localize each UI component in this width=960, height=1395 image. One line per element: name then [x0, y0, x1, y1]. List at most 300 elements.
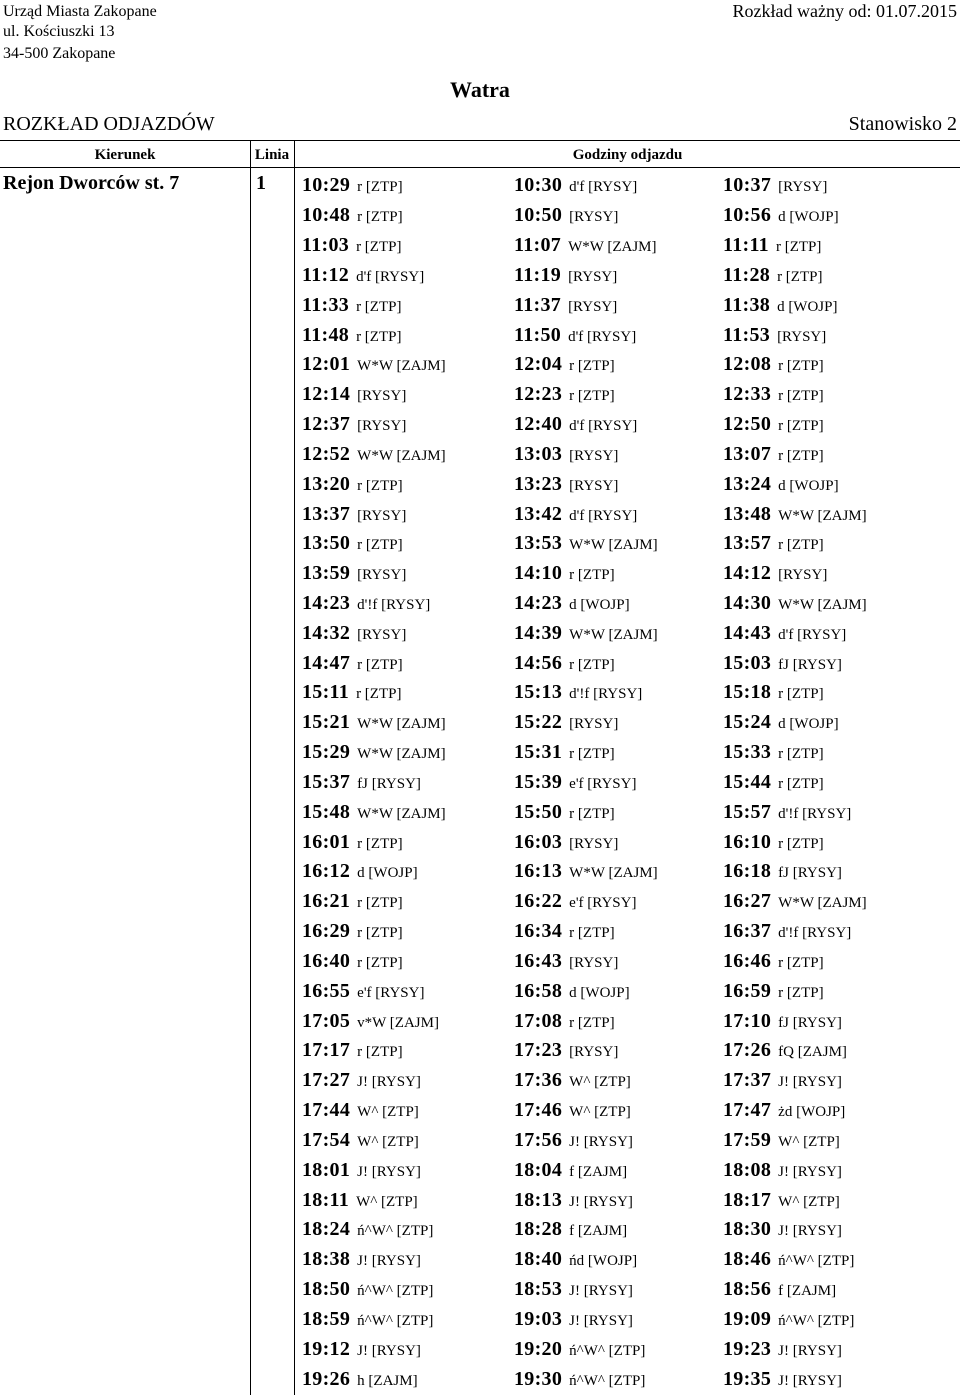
departure-note: W*W [ZAJM]: [357, 805, 446, 822]
departure-cell: [723, 860, 960, 883]
departure-cell: [302, 503, 514, 526]
departure-time: 19:23: [723, 1337, 772, 1360]
departure-note: [RYSY]: [357, 567, 407, 584]
table-row: [302, 947, 960, 977]
departure-time: 12:01: [302, 353, 351, 376]
departure-time: 17:26: [723, 1039, 772, 1062]
departure-note: W*W [ZAJM]: [778, 507, 867, 524]
departure-times-grid: [302, 171, 960, 1394]
departure-time: 16:10: [723, 830, 772, 853]
departure-note: W^ [ZTP]: [569, 1104, 631, 1121]
departure-time: 15:24: [723, 711, 772, 734]
table-row: [302, 1185, 960, 1215]
departure-cell: [723, 1039, 960, 1062]
departure-cell: [723, 562, 960, 585]
office-street: ul. Kościuszki 13: [3, 23, 115, 40]
table-row: [302, 1275, 960, 1305]
departure-cell: [514, 1010, 723, 1033]
column-divider-1: [250, 141, 251, 1395]
table-row: [302, 827, 960, 857]
departure-time: 11:19: [514, 263, 562, 286]
departure-note: h [ZAJM]: [357, 1372, 418, 1389]
departure-cell: [514, 831, 723, 854]
departure-note: f [ZAJM]: [778, 1283, 837, 1300]
departure-time: 13:50: [302, 532, 351, 555]
departure-cell: [302, 204, 514, 227]
departure-cell: [302, 1039, 514, 1062]
departure-cell: [302, 980, 514, 1003]
departure-note: r [ZTP]: [569, 925, 615, 942]
departure-note: W*W [ZAJM]: [569, 537, 658, 554]
departure-cell: [723, 532, 960, 555]
departure-note: W*W [ZAJM]: [357, 716, 446, 733]
departure-note: [RYSY]: [569, 954, 619, 971]
departure-time: 10:56: [723, 204, 772, 227]
departure-note: d'f [RYSY]: [356, 268, 425, 285]
departure-note: d'!f [RYSY]: [569, 686, 643, 703]
column-divider-2: [294, 141, 295, 1395]
table-row: [302, 171, 960, 201]
departure-note: r [ZTP]: [569, 388, 615, 405]
departure-time: 15:13: [514, 681, 563, 704]
departure-time: 12:52: [302, 442, 351, 465]
departure-note: W*W [ZAJM]: [568, 239, 657, 256]
table-row: [302, 1006, 960, 1036]
departure-time: 11:11: [723, 234, 769, 257]
departure-note: J! [RYSY]: [778, 1223, 842, 1240]
valid-from-date: Rozkład ważny od: 01.07.2015: [732, 1, 957, 21]
departure-note: d'!f [RYSY]: [778, 805, 852, 822]
departure-time: 18:59: [302, 1307, 351, 1330]
departure-cell: [514, 801, 723, 824]
table-row: [302, 469, 960, 499]
table-row: [302, 410, 960, 440]
table-row: [302, 917, 960, 947]
departure-time: 11:33: [302, 293, 350, 316]
departure-note: r [ZTP]: [778, 447, 824, 464]
departure-time: 11:50: [514, 323, 562, 346]
departure-cell: [723, 831, 960, 854]
departure-time: 11:12: [302, 263, 350, 286]
departure-time: 14:12: [723, 562, 772, 585]
departure-cell: [302, 711, 514, 734]
departure-cell: [514, 562, 723, 585]
departure-time: 18:56: [723, 1278, 772, 1301]
departure-cell: [514, 324, 723, 347]
departure-time: 13:03: [514, 442, 563, 465]
departure-time: 15:57: [723, 800, 772, 823]
departure-cell: [514, 234, 723, 257]
departure-note: f [ZAJM]: [569, 1163, 628, 1180]
table-row: [302, 1364, 960, 1394]
table-row: [302, 320, 960, 350]
departure-cell: [723, 950, 960, 973]
departure-cell: [302, 324, 514, 347]
departure-cell: [514, 652, 723, 675]
departure-time: 18:08: [723, 1158, 772, 1181]
departure-note: r [ZTP]: [569, 1014, 615, 1031]
departure-note: r [ZTP]: [357, 954, 403, 971]
departure-cell: [514, 741, 723, 764]
table-row: [302, 1215, 960, 1245]
departure-note: [RYSY]: [357, 418, 407, 435]
departure-cell: [723, 1278, 960, 1301]
departure-time: 12:08: [723, 353, 772, 376]
departure-time: 14:43: [723, 621, 772, 644]
departure-note: [RYSY]: [568, 268, 618, 285]
table-row: [302, 648, 960, 678]
departure-note: [RYSY]: [569, 835, 619, 852]
departure-time: 11:07: [514, 234, 562, 257]
departure-time: 18:24: [302, 1218, 351, 1241]
departure-time: 12:04: [514, 353, 563, 376]
departure-time: 15:31: [514, 741, 563, 764]
departure-note: r [ZTP]: [569, 567, 615, 584]
departure-time: 18:04: [514, 1158, 563, 1181]
departure-note: W*W [ZAJM]: [357, 447, 446, 464]
departure-time: 16:01: [302, 830, 351, 853]
departure-time: 16:29: [302, 920, 351, 943]
departure-time: 13:57: [723, 532, 772, 555]
departure-note: d [WOJP]: [569, 984, 630, 1001]
departure-note: [RYSY]: [357, 388, 407, 405]
departure-time: 15:48: [302, 800, 351, 823]
table-row: [302, 589, 960, 619]
departure-note: v*W [ZAJM]: [357, 1014, 439, 1031]
departure-note: r [ZTP]: [357, 925, 403, 942]
departure-cell: [302, 1368, 514, 1391]
departure-note: W^ [ZTP]: [778, 1193, 840, 1210]
departure-note: r [ZTP]: [778, 835, 824, 852]
departure-time: 18:13: [514, 1188, 563, 1211]
departure-note: r [ZTP]: [357, 209, 403, 226]
departure-cell: [302, 741, 514, 764]
departure-cell: [723, 771, 960, 794]
departure-cell: [302, 1218, 514, 1241]
departure-note: r [ZTP]: [778, 537, 824, 554]
departure-cell: [514, 890, 723, 913]
departure-time: 19:09: [723, 1307, 772, 1330]
table-row: [302, 1036, 960, 1066]
stand-number: Stanowisko 2: [848, 113, 957, 135]
departure-note: J! [RYSY]: [778, 1372, 842, 1389]
table-row: [302, 768, 960, 798]
departure-time: 18:28: [514, 1218, 563, 1241]
departure-cell: [302, 1278, 514, 1301]
departure-time: 11:38: [723, 293, 771, 316]
departure-cell: [514, 1129, 723, 1152]
departure-time: 16:46: [723, 949, 772, 972]
departure-note: r [ZTP]: [778, 775, 824, 792]
departure-time: 17:10: [723, 1009, 772, 1032]
departure-time: 16:27: [723, 890, 772, 913]
departure-cell: [514, 1338, 723, 1361]
departure-cell: [514, 532, 723, 555]
departure-note: r [ZTP]: [356, 239, 402, 256]
table-row: [302, 499, 960, 529]
departure-time: 12:23: [514, 383, 563, 406]
departure-cell: [514, 174, 723, 197]
departure-note: e'f [RYSY]: [569, 895, 637, 912]
departure-cell: [514, 204, 723, 227]
departure-note: d [WOJP]: [777, 298, 838, 315]
departure-time: 10:30: [514, 174, 563, 197]
departure-note: fJ [RYSY]: [357, 775, 421, 792]
departure-time: 14:39: [514, 621, 563, 644]
office-postcode-city: 34-500 Zakopane: [3, 45, 116, 62]
departure-time: 15:50: [514, 800, 563, 823]
departure-time: 14:23: [514, 592, 563, 614]
departure-time: 15:44: [723, 770, 772, 793]
departure-cell: [723, 890, 960, 913]
departure-cell: [723, 234, 960, 257]
departure-cell: [723, 1189, 960, 1212]
departure-note: ń^W^ [ZTP]: [357, 1283, 434, 1300]
departure-cell: [514, 592, 723, 615]
departure-note: W*W [ZAJM]: [778, 895, 867, 912]
departure-time: 15:03: [723, 651, 772, 674]
departure-cell: [514, 443, 723, 466]
table-row: [302, 529, 960, 559]
departure-cell: [514, 1069, 723, 1092]
departure-time: 16:59: [723, 979, 772, 1002]
column-header-direction: Kierunek: [94, 147, 156, 163]
departure-cell: [514, 920, 723, 943]
departure-cell: [723, 1368, 960, 1391]
departure-time: 15:37: [302, 770, 351, 793]
departure-cell: [514, 1278, 723, 1301]
table-row: [302, 439, 960, 469]
departure-time: 11:48: [302, 323, 350, 346]
departure-note: r [ZTP]: [778, 418, 824, 435]
departure-time: 12:40: [514, 413, 563, 436]
table-row: [302, 290, 960, 320]
departure-time: 15:33: [723, 741, 772, 764]
departure-cell: [723, 592, 960, 615]
departure-cell: [514, 1308, 723, 1331]
departure-note: [RYSY]: [569, 477, 619, 494]
departure-cell: [514, 413, 723, 436]
departure-cell: [514, 294, 723, 317]
departure-time: 17:44: [302, 1099, 351, 1122]
document-title: ROZKŁAD ODJAZDÓW: [3, 113, 215, 135]
departure-time: 15:18: [723, 681, 772, 704]
departure-note: e'f [RYSY]: [357, 984, 425, 1001]
departure-cell: [302, 860, 514, 883]
departure-time: 16:37: [723, 920, 772, 943]
departure-note: r [ZTP]: [357, 895, 403, 912]
departure-time: 16:12: [302, 860, 351, 883]
departure-time: 17:23: [514, 1039, 563, 1062]
departure-note: d [WOJP]: [357, 865, 418, 882]
departure-note: e'f [RYSY]: [569, 775, 637, 792]
departure-time: 13:53: [514, 532, 563, 555]
departure-cell: [302, 1159, 514, 1182]
departure-note: d'f [RYSY]: [778, 626, 847, 643]
departure-cell: [723, 1218, 960, 1241]
departure-cell: [302, 622, 514, 645]
departure-cell: [514, 473, 723, 496]
departure-time: 18:17: [723, 1188, 772, 1211]
departure-cell: [723, 353, 960, 376]
departure-time: 15:39: [514, 770, 563, 793]
departure-time: 15:21: [302, 711, 351, 734]
departure-cell: [723, 980, 960, 1003]
departure-note: ń^W^ [ZTP]: [569, 1372, 646, 1389]
table-row: [302, 1066, 960, 1096]
departure-note: fJ [RYSY]: [778, 656, 842, 673]
departure-cell: [723, 1129, 960, 1152]
departure-cell: [723, 324, 960, 347]
departure-note: r [ZTP]: [356, 298, 402, 315]
departure-cell: [302, 890, 514, 913]
departure-cell: [723, 204, 960, 227]
departure-note: J! [RYSY]: [778, 1074, 842, 1091]
departure-note: d'f [RYSY]: [568, 328, 637, 345]
departure-cell: [723, 1338, 960, 1361]
departure-note: d'!f [RYSY]: [357, 597, 431, 613]
departure-note: [RYSY]: [569, 1044, 619, 1061]
departure-cell: [514, 503, 723, 526]
departure-cell: [302, 413, 514, 436]
departure-time: 18:38: [302, 1248, 351, 1271]
departure-cell: [723, 1159, 960, 1182]
departure-note: d [WOJP]: [778, 209, 839, 226]
departure-time: 19:12: [302, 1337, 351, 1360]
stop-name: Watra: [450, 77, 510, 102]
departure-note: r [ZTP]: [357, 656, 403, 673]
departure-note: d'f [RYSY]: [569, 179, 638, 196]
departure-note: J! [RYSY]: [778, 1342, 842, 1359]
departure-note: r [ZTP]: [569, 656, 615, 673]
departure-time: 10:50: [514, 204, 563, 227]
departure-time: 17:59: [723, 1128, 772, 1151]
departure-cell: [723, 383, 960, 406]
departure-cell: [723, 801, 960, 824]
departure-cell: [302, 801, 514, 824]
departure-note: r [ZTP]: [357, 537, 403, 554]
departure-cell: [723, 920, 960, 943]
departure-cell: [302, 592, 514, 615]
departure-note: r [ZTP]: [777, 268, 823, 285]
departure-time: 16:03: [514, 830, 563, 853]
table-row: [302, 887, 960, 917]
departure-note: ń^W^ [ZTP]: [357, 1312, 434, 1329]
departure-note: ńd [WOJP]: [569, 1253, 638, 1270]
departure-time: 19:03: [514, 1307, 563, 1330]
departure-time: 14:56: [514, 651, 563, 674]
departure-cell: [723, 1248, 960, 1271]
table-row: [302, 618, 960, 648]
departure-cell: [302, 681, 514, 704]
departure-note: W*W [ZAJM]: [357, 358, 446, 375]
departure-cell: [514, 1039, 723, 1062]
departure-time: 13:20: [302, 472, 351, 495]
departure-note: r [ZTP]: [357, 835, 403, 852]
departure-note: r [ZTP]: [778, 984, 824, 1001]
departure-note: ń^W^ [ZTP]: [569, 1342, 646, 1359]
departure-time: 11:53: [723, 323, 771, 346]
departure-cell: [514, 1159, 723, 1182]
departure-cell: [514, 950, 723, 973]
departure-time: 14:47: [302, 651, 351, 674]
departure-note: [RYSY]: [357, 626, 407, 643]
departure-cell: [723, 622, 960, 645]
departure-note: d [WOJP]: [778, 716, 839, 733]
departure-cell: [723, 681, 960, 704]
departure-note: d'f [RYSY]: [569, 418, 638, 435]
departure-note: fJ [RYSY]: [778, 1014, 842, 1031]
departure-time: 19:26: [302, 1367, 351, 1390]
departure-time: 19:30: [514, 1367, 563, 1390]
departure-cell: [302, 264, 514, 287]
departure-note: J! [RYSY]: [569, 1133, 633, 1150]
departure-time: 18:40: [514, 1248, 563, 1271]
departure-cell: [302, 234, 514, 257]
departure-time: 17:37: [723, 1069, 772, 1092]
departure-time: 18:01: [302, 1158, 351, 1181]
departure-note: W^ [ZTP]: [357, 1104, 419, 1121]
departure-time: 17:46: [514, 1099, 563, 1122]
departure-time: 14:10: [514, 562, 563, 585]
departure-time: 16:58: [514, 979, 563, 1002]
departure-time: 17:17: [302, 1039, 351, 1062]
departure-time: 19:20: [514, 1337, 563, 1360]
departure-cell: [723, 264, 960, 287]
departure-note: r [ZTP]: [356, 328, 402, 345]
departure-cell: [302, 920, 514, 943]
departure-time: 13:07: [723, 442, 772, 465]
departure-cell: [514, 1099, 723, 1122]
departure-time: 10:37: [723, 174, 772, 197]
table-row: [302, 738, 960, 768]
departure-time: 13:23: [514, 472, 563, 495]
departure-cell: [723, 1099, 960, 1122]
departure-cell: [514, 1218, 723, 1241]
departure-cell: [514, 980, 723, 1003]
departure-cell: [723, 1308, 960, 1331]
departure-time: 17:47: [723, 1099, 772, 1122]
table-row: [302, 1304, 960, 1334]
departure-cell: [302, 1129, 514, 1152]
departure-cell: [514, 1368, 723, 1391]
departure-cell: [302, 562, 514, 585]
table-row: [302, 1096, 960, 1126]
departure-time: 17:54: [302, 1128, 351, 1151]
departure-note: J! [RYSY]: [569, 1312, 633, 1329]
departure-note: J! [RYSY]: [357, 1074, 421, 1091]
departure-cell: [723, 473, 960, 496]
departure-time: 16:55: [302, 979, 351, 1002]
departure-cell: [302, 950, 514, 973]
departure-time: 16:18: [723, 860, 772, 883]
departure-note: W^ [ZTP]: [569, 1074, 631, 1091]
table-row: [302, 1126, 960, 1156]
table-row: [302, 857, 960, 887]
table-row: [302, 231, 960, 261]
departure-cell: [514, 681, 723, 704]
route-direction: Rejon Dworców st. 7: [3, 172, 180, 194]
table-row: [302, 1155, 960, 1185]
departure-note: W*W [ZAJM]: [357, 746, 446, 763]
departure-note: J! [RYSY]: [569, 1283, 633, 1300]
departure-note: r [ZTP]: [775, 239, 822, 256]
departure-time: 12:33: [723, 383, 772, 406]
departure-time: 18:30: [723, 1218, 772, 1241]
departure-note: W^ [ZTP]: [778, 1133, 840, 1150]
departure-time: 15:11: [302, 681, 350, 704]
departure-time: 16:13: [514, 860, 563, 883]
